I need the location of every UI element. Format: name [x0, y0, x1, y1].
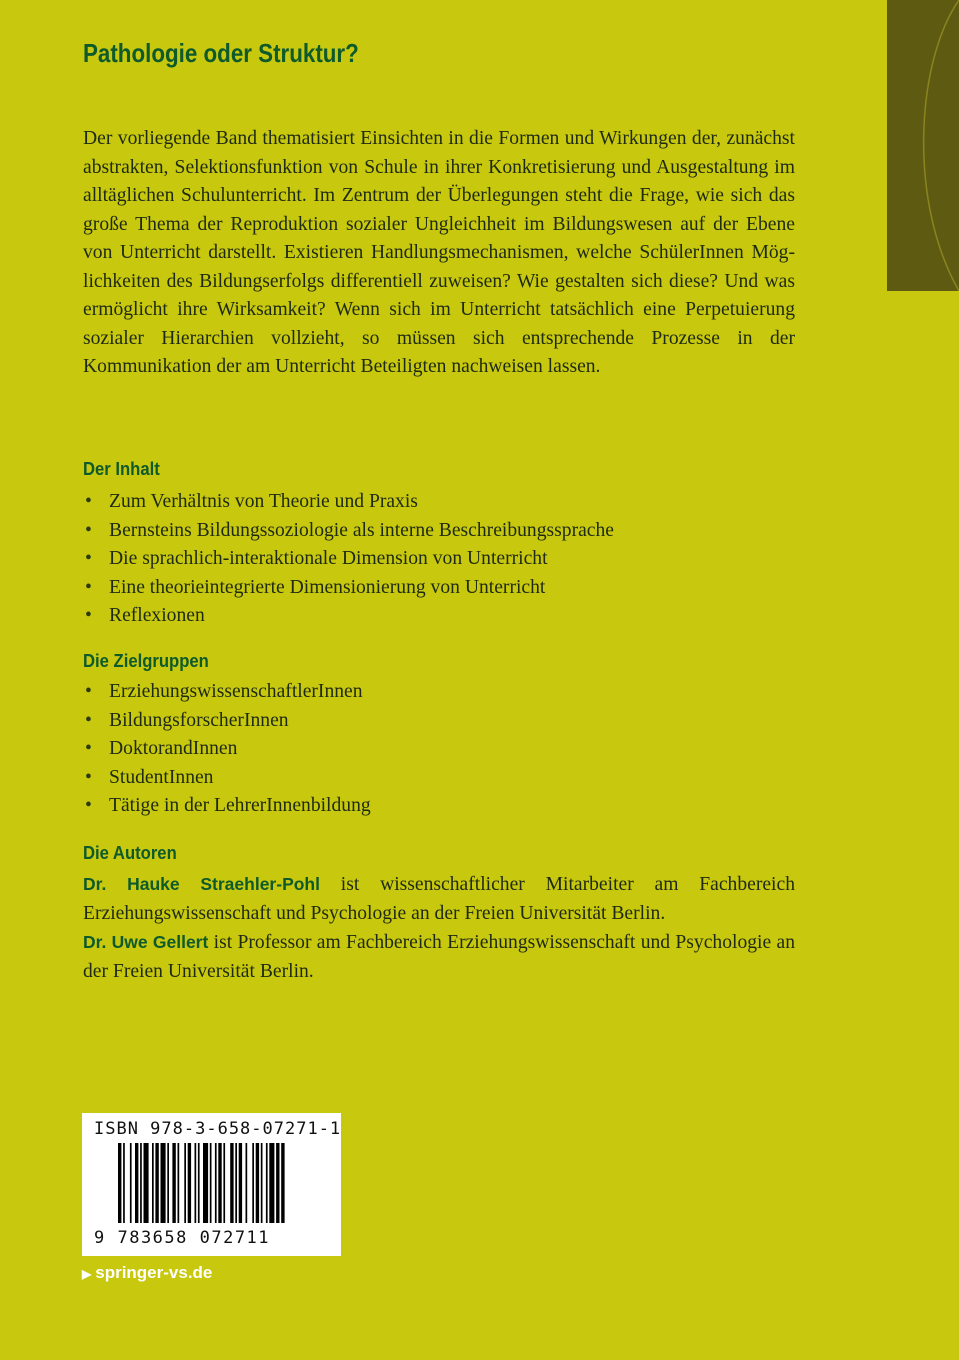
author-bio: ist Professor am Fachbereich Erziehungswissenschaft und Psychologie an der Freien Universität Berlin.	[83, 932, 795, 982]
list-item: • Zum Verhältnis von Theorie und Praxis	[85, 491, 418, 512]
audience-list	[83, 678, 371, 821]
triangle-right-icon: ▶	[82, 1267, 92, 1281]
list-item: • StudentInnen	[85, 766, 214, 788]
barcode	[82, 1143, 341, 1228]
authors-heading: Die Autoren	[83, 842, 177, 863]
isbn-barcode-box	[82, 1113, 341, 1256]
corner-decoration	[887, 0, 959, 291]
list-item: • DoktorandInnen	[85, 738, 238, 759]
list-item: • BildungsforscherInnen	[85, 709, 289, 731]
isbn-label: ISBN 978-3-658-07271-1	[94, 1119, 342, 1139]
author-name: Dr. Hauke Straehler-Pohl	[83, 874, 320, 894]
list-item: • Eine theorieintegrierte Dimensionierung von Unterricht	[85, 576, 546, 598]
content-list	[83, 488, 614, 631]
intro-paragraph: Der vorliegende Band thematisiert Einsichten in die Formen und Wirkungen der, zunächst abstrakten, Selektionsfunktion von Schule in ihrer Konkretisierung und Ausgestaltung im alltäglichen Schulunterricht. Im Zentrum der Überlegungen steht die Frage, wie sich das große Thema der Reproduktion sozialer Ungleichheit im Bildungswesen auf der Ebene von Unterricht darstellt. Existieren Handlungsmechanismen, welche SchülerInnen Möglichkeiten des Bildungserfolgs differentiell zuweisen? Wie gestalten sich diese? Und was ermöglicht ihre Wirksamkeit? Wenn sich im Unterricht tatsächlich eine Perpetuierung sozialer Hierarchien vollzieht, so müssen sich entsprechende Prozesse in der Kommunikation der am Unterricht Beteiligten nachweisen lassen.	[83, 128, 795, 377]
list-item: • ErziehungswissenschaftlerInnen	[85, 681, 363, 702]
list-item: • Bernsteins Bildungssoziologie als interne Beschreibungssprache	[85, 519, 614, 541]
list-item: • Reflexionen	[85, 605, 205, 626]
page-title: Pathologie oder Struktur?	[83, 38, 359, 68]
publisher-link[interactable]	[82, 1263, 212, 1283]
audience-heading: Die Zielgruppen	[83, 650, 209, 671]
isbn-digits: 9 783658 072711	[94, 1228, 271, 1248]
list-item: • Tätige in der LehrerInnenbildung	[85, 795, 371, 816]
content-heading: Der Inhalt	[83, 458, 160, 479]
author-bio: ist wissenschaftlicher Mitarbeiter am Fachbereich Erziehungswissenschaft und Psychologie an der Freien Universität Berlin.	[83, 874, 795, 924]
list-item: • Die sprachlich-interaktionale Dimension von Unterricht	[85, 548, 548, 569]
author-name: Dr. Uwe Gellert	[83, 932, 209, 952]
publisher-url: springer-vs.de	[95, 1263, 213, 1282]
authors-text	[83, 870, 795, 986]
